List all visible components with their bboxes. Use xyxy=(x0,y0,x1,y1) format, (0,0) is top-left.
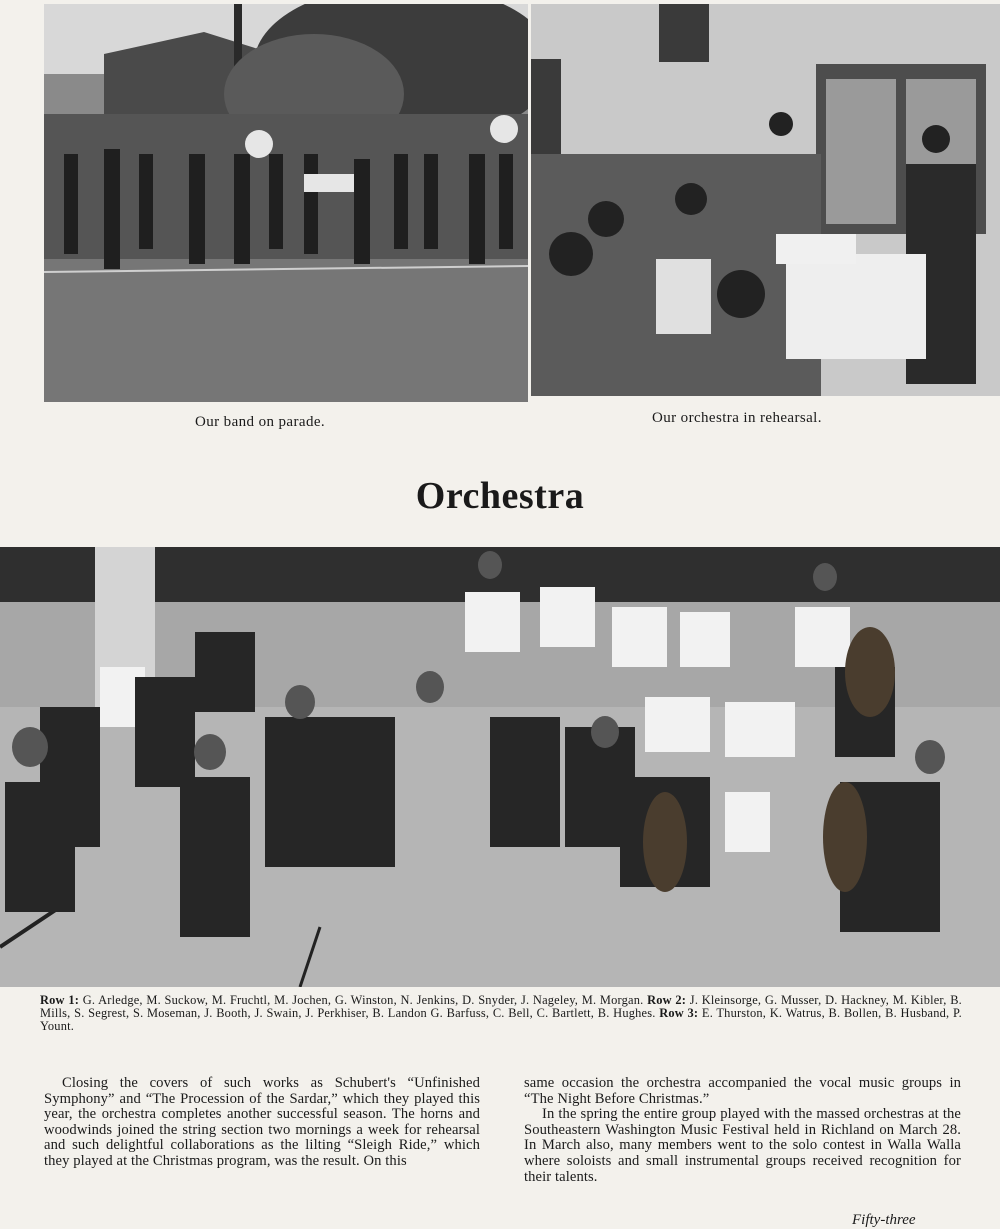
page-number: Fifty-three xyxy=(852,1212,916,1228)
roster-caption xyxy=(40,994,962,1033)
orchestra-group-photo xyxy=(0,547,1000,987)
row-3-names: E. Thurston, K. Watrus, B. Bollen, B. Husband, P. Yount. xyxy=(40,1006,962,1033)
body-right-paragraph-1: same occasion the orchestra accompanied the vocal music groups in “The Night Before Christmas.” xyxy=(524,1075,961,1107)
body-right-column xyxy=(524,1076,961,1185)
body-right-paragraph-2: In the spring the entire group played with the massed orchestras at the Southeastern Washington Music Festival held in Richland on March 28. In March also, many members went to the solo contest in Walla Walla where soloists and small instrumental groups received recognition for their talents. xyxy=(524,1106,961,1185)
orchestra-rehearsal-photo xyxy=(531,4,1000,396)
row-3-label: Row 3: xyxy=(659,1006,699,1020)
row-1-names: G. Arledge, M. Suckow, M. Fruchtl, M. Jochen, G. Winston, N. Jenkins, D. Snyder, J. Nageley, M. Morgan. xyxy=(82,993,644,1007)
band-photo-caption: Our band on parade. xyxy=(195,414,326,430)
rehearsal-photo-caption: Our orchestra in rehearsal. xyxy=(652,410,822,426)
band-parade-photo xyxy=(44,4,528,402)
row-2-label: Row 2: xyxy=(647,993,687,1007)
row-2-names: J. Kleinsorge, G. Musser, D. Hackney, M. Kibler, B. Mills, S. Segrest, S. Moseman, J. Booth, J. Swain, J. Perkhiser, B. Landon G. Barfuss, C. Bell, C. Bartlett, B. Hughes. xyxy=(40,993,962,1020)
row-1-label: Row 1: xyxy=(40,993,80,1007)
body-left-paragraph: Closing the covers of such works as Schubert's “Unfinished Symphony” and “The Procession of the Sardar,” which they played this year, the orchestra completes another successful season. The horns and woodwinds joined the string section two mornings a week for rehearsal and such delightful collaborations as the lilting “Sleigh Ride,” which they played at the Christmas program, was the result. On this xyxy=(44,1075,480,1169)
page-title: Orchestra xyxy=(415,475,585,517)
